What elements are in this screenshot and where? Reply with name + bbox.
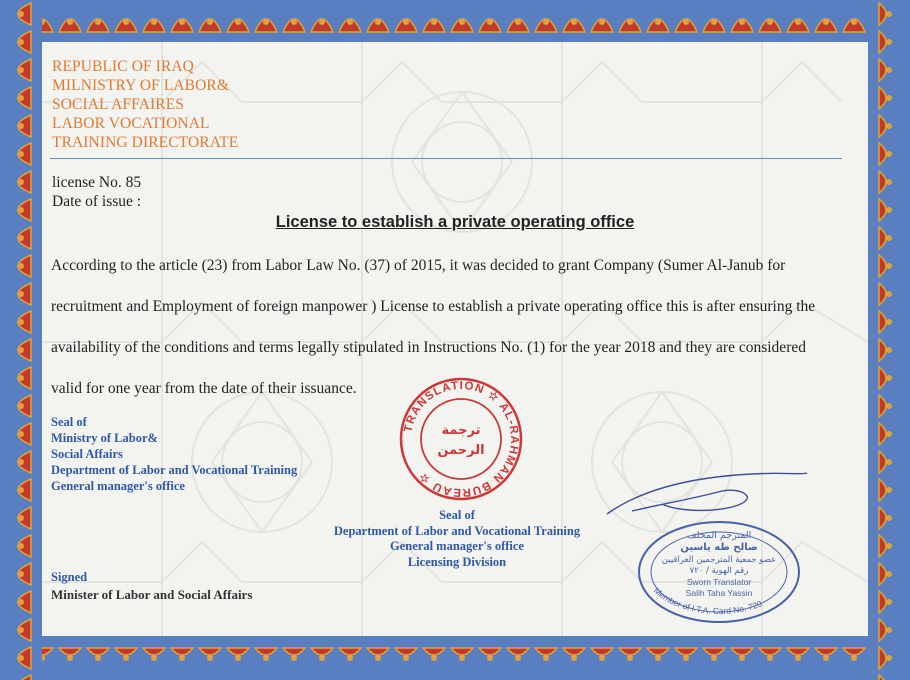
border-ornament — [112, 0, 140, 42]
border-ornament — [0, 112, 42, 140]
border-ornament — [868, 56, 910, 84]
border-ornament — [560, 636, 588, 680]
border-ornament — [868, 224, 910, 252]
border-ornament — [812, 636, 840, 680]
date-of-issue: Date of issue : — [52, 193, 142, 210]
seal-line: Department of Labor and Vocational Training — [333, 523, 581, 538]
border-ornament — [308, 636, 336, 680]
border-ornament — [868, 308, 910, 336]
border-ornament — [868, 364, 910, 392]
signed-label: Signed — [51, 570, 88, 584]
border-pattern-top — [0, 0, 910, 42]
border-ornament — [168, 636, 196, 680]
border-ornament — [0, 644, 42, 672]
border-ornament — [84, 0, 112, 42]
border-ornament — [0, 448, 42, 476]
border-ornament — [224, 636, 252, 680]
seal-line: General manager's office — [390, 539, 524, 553]
border-ornament — [756, 636, 784, 680]
seal-line: Licensing Division — [407, 554, 507, 569]
border-ornament — [0, 504, 42, 532]
border-ornament — [616, 636, 644, 680]
border-ornament — [840, 0, 868, 42]
border-ornament — [140, 636, 168, 680]
document-title: License to establish a private operating office — [275, 213, 635, 231]
border-ornament — [252, 0, 280, 42]
translation-stamp — [398, 376, 524, 502]
border-ornament — [868, 588, 910, 616]
border-ornament — [616, 0, 644, 42]
border-ornament — [868, 644, 910, 672]
header-line: REPUBLIC OF IRAQ — [52, 58, 194, 75]
seal-line: General manager's office — [51, 479, 185, 493]
border-ornament — [448, 0, 476, 42]
border-ornament — [56, 636, 84, 680]
license-meta — [52, 173, 141, 211]
border-ornament — [168, 0, 196, 42]
header-line: MILNISTRY OF LABOR& — [52, 77, 230, 94]
border-top — [0, 0, 910, 42]
border-ornament — [448, 636, 476, 680]
border-ornament — [0, 392, 42, 420]
border-ornament — [504, 636, 532, 680]
body-line: recruitment and Employment of foreign manpower ) License to establish a private operating office this is after ensuring the — [51, 298, 816, 315]
border-ornament — [728, 0, 756, 42]
border-ornament — [476, 636, 504, 680]
header-line: TRAINING DIRECTORATE — [52, 134, 239, 151]
border-ornament — [196, 0, 224, 42]
border-ornament — [336, 0, 364, 42]
stamp-line: Salih Taha Yassin — [685, 588, 753, 598]
stamp-ring-text: TRANSLATION ☆ AL-RAHMAN BUREAU ☆ — [402, 379, 521, 499]
border-ornament — [84, 636, 112, 680]
border-ornament — [868, 560, 910, 588]
border-ornament — [868, 252, 910, 280]
border-ornament — [0, 308, 42, 336]
border-ornament — [280, 0, 308, 42]
border-ornament — [784, 636, 812, 680]
border-ornament — [868, 280, 910, 308]
border-ornament — [868, 84, 910, 112]
border-ornament — [644, 0, 672, 42]
border-ornament — [0, 168, 42, 196]
border-ornament — [868, 28, 910, 56]
border-ornament — [0, 56, 42, 84]
border-ornament — [812, 0, 840, 42]
border-ornament — [868, 112, 910, 140]
border-ornament — [0, 588, 42, 616]
border-ornament — [700, 0, 728, 42]
border-bottom — [0, 636, 910, 680]
border-ornament — [756, 0, 784, 42]
border-ornament — [112, 636, 140, 680]
border-ornament — [784, 0, 812, 42]
border-ornament — [0, 252, 42, 280]
border-ornament — [672, 636, 700, 680]
border-ornament — [392, 0, 420, 42]
border-ornament — [588, 636, 616, 680]
seal-line: Seal of — [51, 415, 87, 429]
border-ornament — [868, 420, 910, 448]
border-pattern-left — [0, 0, 42, 680]
stamp-ring-text: Member of I.T.A. Card No. 720 — [651, 585, 764, 616]
border-ornament — [728, 636, 756, 680]
border-ornament — [0, 476, 42, 504]
stamp-line: رقم الهوية / ٧٢٠ — [689, 566, 749, 576]
border-ornament — [868, 532, 910, 560]
border-pattern-bottom — [0, 636, 910, 680]
border-ornament — [644, 636, 672, 680]
border-ornament — [0, 560, 42, 588]
border-ornament — [0, 28, 42, 56]
border-ornament — [868, 0, 910, 28]
border-ornament — [588, 0, 616, 42]
stamp-inner-line: ترجمة — [441, 423, 481, 438]
border-left — [0, 0, 42, 680]
border-right — [868, 0, 910, 680]
header-line: LABOR VOCATIONAL — [52, 115, 210, 132]
border-ornament — [672, 0, 700, 42]
border-ornament — [532, 636, 560, 680]
border-ornament — [868, 168, 910, 196]
border-ornament — [0, 532, 42, 560]
border-ornament — [868, 448, 910, 476]
border-ornament — [0, 84, 42, 112]
border-ornament — [0, 140, 42, 168]
stamp-line: Sworn Translator — [686, 577, 752, 587]
stamp-inner-ring — [421, 399, 501, 479]
border-ornament — [308, 0, 336, 42]
border-ornament — [56, 0, 84, 42]
border-ornament — [560, 0, 588, 42]
border-ornament — [280, 636, 308, 680]
border-ornament — [392, 636, 420, 680]
border-ornament — [840, 636, 868, 680]
sworn-translator-stamp — [634, 516, 804, 628]
border-ornament — [868, 140, 910, 168]
border-ornament — [336, 636, 364, 680]
border-ornament — [364, 0, 392, 42]
seal-line: Seal of — [439, 508, 475, 522]
border-ornament — [0, 280, 42, 308]
ministry-header — [52, 57, 372, 152]
department-seal-text — [312, 508, 602, 570]
border-ornament — [0, 616, 42, 644]
border-ornament — [364, 636, 392, 680]
border-ornament — [140, 0, 168, 42]
license-number: license No. 85 — [52, 174, 142, 191]
border-ornament — [868, 672, 910, 680]
seal-line: Department of Labor and Vocational Training — [51, 463, 298, 477]
border-ornament — [0, 364, 42, 392]
body-line: valid for one year from the date of their issuance. — [51, 380, 357, 397]
border-ornament — [868, 392, 910, 420]
border-ornament — [420, 636, 448, 680]
body-line: availability of the conditions and terms legally stipulated in Instructions No. (1) for the year 2018 and they are considered — [51, 339, 806, 356]
body-line: According to the article (23) from Labor Law No. (37) of 2015, it was decided to grant Company (Sumer Al-Janub for — [51, 257, 786, 274]
border-ornament — [868, 336, 910, 364]
border-ornament — [868, 196, 910, 224]
border-ornament — [532, 0, 560, 42]
border-ornament — [196, 636, 224, 680]
border-ornament — [420, 0, 448, 42]
border-ornament — [224, 0, 252, 42]
header-line: SOCIAL AFFAIRES — [52, 96, 184, 113]
border-ornament — [868, 616, 910, 644]
stamp-line: عضو جمعية المترجمين العراقيين — [661, 555, 777, 565]
border-ornament — [504, 0, 532, 42]
border-ornament — [0, 224, 42, 252]
border-ornament — [252, 636, 280, 680]
stamp-outer-ring — [401, 379, 521, 499]
border-ornament — [700, 636, 728, 680]
border-ornament — [0, 672, 42, 680]
signatory-title: Minister of Labor and Social Affairs — [51, 587, 253, 602]
ministry-seal-text — [51, 414, 297, 494]
header-divider — [50, 158, 842, 159]
border-ornament — [476, 0, 504, 42]
stamp-line: صالح طه ياسين — [680, 542, 758, 553]
seal-line: Social Affairs — [51, 447, 123, 461]
border-ornament — [0, 0, 42, 28]
border-ornament — [0, 420, 42, 448]
border-ornament — [868, 476, 910, 504]
border-ornament — [868, 504, 910, 532]
border-pattern-right — [868, 0, 910, 680]
border-ornament — [0, 336, 42, 364]
certificate-paper — [42, 42, 868, 636]
stamp-inner-line: الرحمن — [437, 443, 485, 458]
seal-line: Ministry of Labor& — [51, 431, 158, 445]
stamp-line: المترجم المحلف — [686, 530, 752, 541]
border-ornament — [0, 196, 42, 224]
